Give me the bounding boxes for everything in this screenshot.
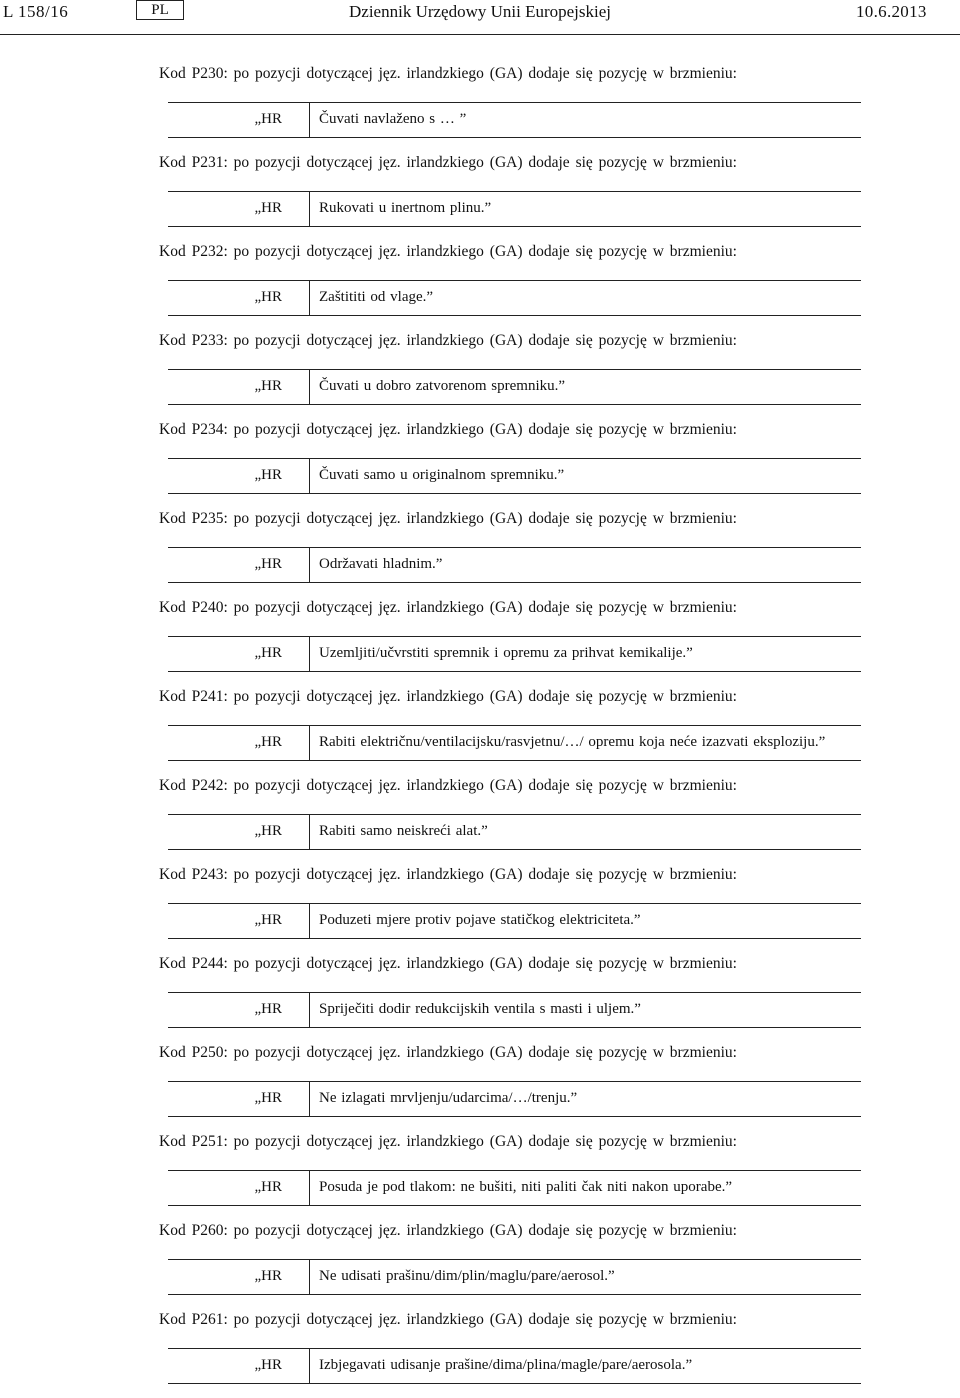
lang-cell — [168, 103, 310, 137]
entry-table-row — [168, 547, 861, 583]
lang-code: „HR — [254, 734, 282, 750]
entry — [0, 953, 960, 1042]
entry-table-row — [168, 1348, 861, 1384]
lang-cell — [168, 726, 310, 760]
entry-title: Kod P241: po pozycji dotyczącej jęz. irlandzkiego (GA) dodaje się pozycję w brzmieniu: — [159, 688, 737, 705]
lang-code: „HR — [254, 912, 282, 928]
phrase-text: Spriječiti dodir redukcijskih ventila s masti i uljem.” — [319, 1001, 641, 1017]
entry-table-row — [168, 1081, 861, 1117]
entry-table-row — [168, 1259, 861, 1295]
entry-table-row — [168, 992, 861, 1028]
entry — [0, 1220, 960, 1309]
lang-code: „HR — [254, 289, 282, 305]
lang-cell — [168, 1260, 310, 1294]
entry — [0, 152, 960, 241]
journal-title: Dziennik Urzędowy Unii Europejskiej — [349, 2, 612, 21]
page-number: L 158/16 — [3, 2, 69, 21]
entry-table-row — [168, 1170, 861, 1206]
entry — [0, 1309, 960, 1398]
phrase-text: Ne udisati prašinu/dim/plin/maglu/pare/aerosol.” — [319, 1268, 615, 1284]
entry-title: Kod P250: po pozycji dotyczącej jęz. irlandzkiego (GA) dodaje się pozycję w brzmieniu: — [159, 1044, 737, 1061]
lang-code: „HR — [254, 1268, 282, 1284]
entry-title: Kod P233: po pozycji dotyczącej jęz. irlandzkiego (GA) dodaje się pozycję w brzmieniu: — [159, 332, 737, 349]
lang-code: „HR — [254, 1357, 282, 1373]
entries-list — [0, 63, 960, 1398]
lang-cell — [168, 1349, 310, 1383]
phrase-text: Čuvati navlaženo s … ” — [319, 111, 467, 127]
lang-code: „HR — [254, 823, 282, 839]
entry — [0, 1042, 960, 1131]
lang-cell — [168, 815, 310, 849]
entry-table-row — [168, 102, 861, 138]
entry-table-row — [168, 191, 861, 227]
entry — [0, 508, 960, 597]
entry — [0, 63, 960, 152]
lang-code: „HR — [254, 467, 282, 483]
lang-cell — [168, 904, 310, 938]
entry-title: Kod P230: po pozycji dotyczącej jęz. irlandzkiego (GA) dodaje się pozycję w brzmieniu: — [159, 65, 737, 82]
entry-title: Kod P234: po pozycji dotyczącej jęz. irlandzkiego (GA) dodaje się pozycję w brzmieniu: — [159, 421, 737, 438]
entry — [0, 419, 960, 508]
entry-title: Kod P242: po pozycji dotyczącej jęz. irlandzkiego (GA) dodaje się pozycję w brzmieniu: — [159, 777, 737, 794]
lang-cell — [168, 1171, 310, 1205]
page-header — [0, 0, 960, 35]
entry-table-row — [168, 903, 861, 939]
phrase-text: Čuvati samo u originalnom spremniku.” — [319, 467, 565, 483]
phrase-text: Rukovati u inertnom plinu.” — [319, 200, 492, 216]
lang-cell — [168, 637, 310, 671]
lang-code: „HR — [254, 1090, 282, 1106]
entry-table-row — [168, 636, 861, 672]
entry — [0, 1131, 960, 1220]
lang-code: „HR — [254, 378, 282, 394]
entry-table-row — [168, 369, 861, 405]
entry — [0, 241, 960, 330]
phrase-text: Posuda je pod tlakom: ne bušiti, niti paliti čak niti nakon uporabe.” — [319, 1179, 733, 1195]
lang-cell — [168, 281, 310, 315]
lang-code: „HR — [254, 645, 282, 661]
phrase-text: Ne izlagati mrvljenju/udarcima/…/trenju.” — [319, 1090, 578, 1106]
lang-cell — [168, 1082, 310, 1116]
entry — [0, 686, 960, 775]
phrase-text: Čuvati u dobro zatvorenom spremniku.” — [319, 378, 566, 394]
lang-code: „HR — [254, 1001, 282, 1017]
entry-title: Kod P244: po pozycji dotyczącej jęz. irlandzkiego (GA) dodaje się pozycję w brzmieniu: — [159, 955, 737, 972]
entry-title: Kod P232: po pozycji dotyczącej jęz. irlandzkiego (GA) dodaje się pozycję w brzmieniu: — [159, 243, 737, 260]
phrase-text: Zaštititi od vlage.” — [319, 289, 434, 305]
lang-cell — [168, 548, 310, 582]
entry-title: Kod P240: po pozycji dotyczącej jęz. irlandzkiego (GA) dodaje się pozycję w brzmieniu: — [159, 599, 737, 616]
publication-date: 10.6.2013 — [856, 2, 927, 21]
entry-title: Kod P243: po pozycji dotyczącej jęz. irlandzkiego (GA) dodaje się pozycję w brzmieniu: — [159, 866, 737, 883]
lang-code: „HR — [254, 556, 282, 572]
entry-title: Kod P231: po pozycji dotyczącej jęz. irlandzkiego (GA) dodaje się pozycję w brzmieniu: — [159, 154, 737, 171]
entry — [0, 597, 960, 686]
entry-title: Kod P235: po pozycji dotyczącej jęz. irlandzkiego (GA) dodaje się pozycję w brzmieniu: — [159, 510, 737, 527]
lang-cell — [168, 192, 310, 226]
language-box: PL — [136, 0, 184, 20]
entry-table-row — [168, 458, 861, 494]
entry-table-row — [168, 280, 861, 316]
entry — [0, 330, 960, 419]
phrase-text: Rabiti električnu/ventilacijsku/rasvjetnu/…/ opremu koja neće izazvati eksploziju.” — [319, 734, 826, 750]
lang-code: „HR — [254, 111, 282, 127]
lang-cell — [168, 370, 310, 404]
lang-cell — [168, 993, 310, 1027]
entry-table-row — [168, 725, 861, 761]
lang-cell — [168, 459, 310, 493]
phrase-text: Održavati hladnim.” — [319, 556, 443, 572]
phrase-text: Rabiti samo neiskreći alat.” — [319, 823, 488, 839]
phrase-text: Izbjegavati udisanje prašine/dima/plina/magle/pare/aerosola.” — [319, 1357, 693, 1373]
entry — [0, 864, 960, 953]
entry — [0, 775, 960, 864]
lang-code: „HR — [254, 200, 282, 216]
entry-table-row — [168, 814, 861, 850]
lang-code: „HR — [254, 1179, 282, 1195]
entry-title: Kod P261: po pozycji dotyczącej jęz. irlandzkiego (GA) dodaje się pozycję w brzmieniu: — [159, 1311, 737, 1328]
entry-title: Kod P260: po pozycji dotyczącej jęz. irlandzkiego (GA) dodaje się pozycję w brzmieniu: — [159, 1222, 737, 1239]
phrase-text: Poduzeti mjere protiv pojave statičkog elektriciteta.” — [319, 912, 641, 928]
phrase-text: Uzemljiti/učvrstiti spremnik i opremu za prihvat kemikalije.” — [319, 645, 693, 661]
entry-title: Kod P251: po pozycji dotyczącej jęz. irlandzkiego (GA) dodaje się pozycję w brzmieniu: — [159, 1133, 737, 1150]
